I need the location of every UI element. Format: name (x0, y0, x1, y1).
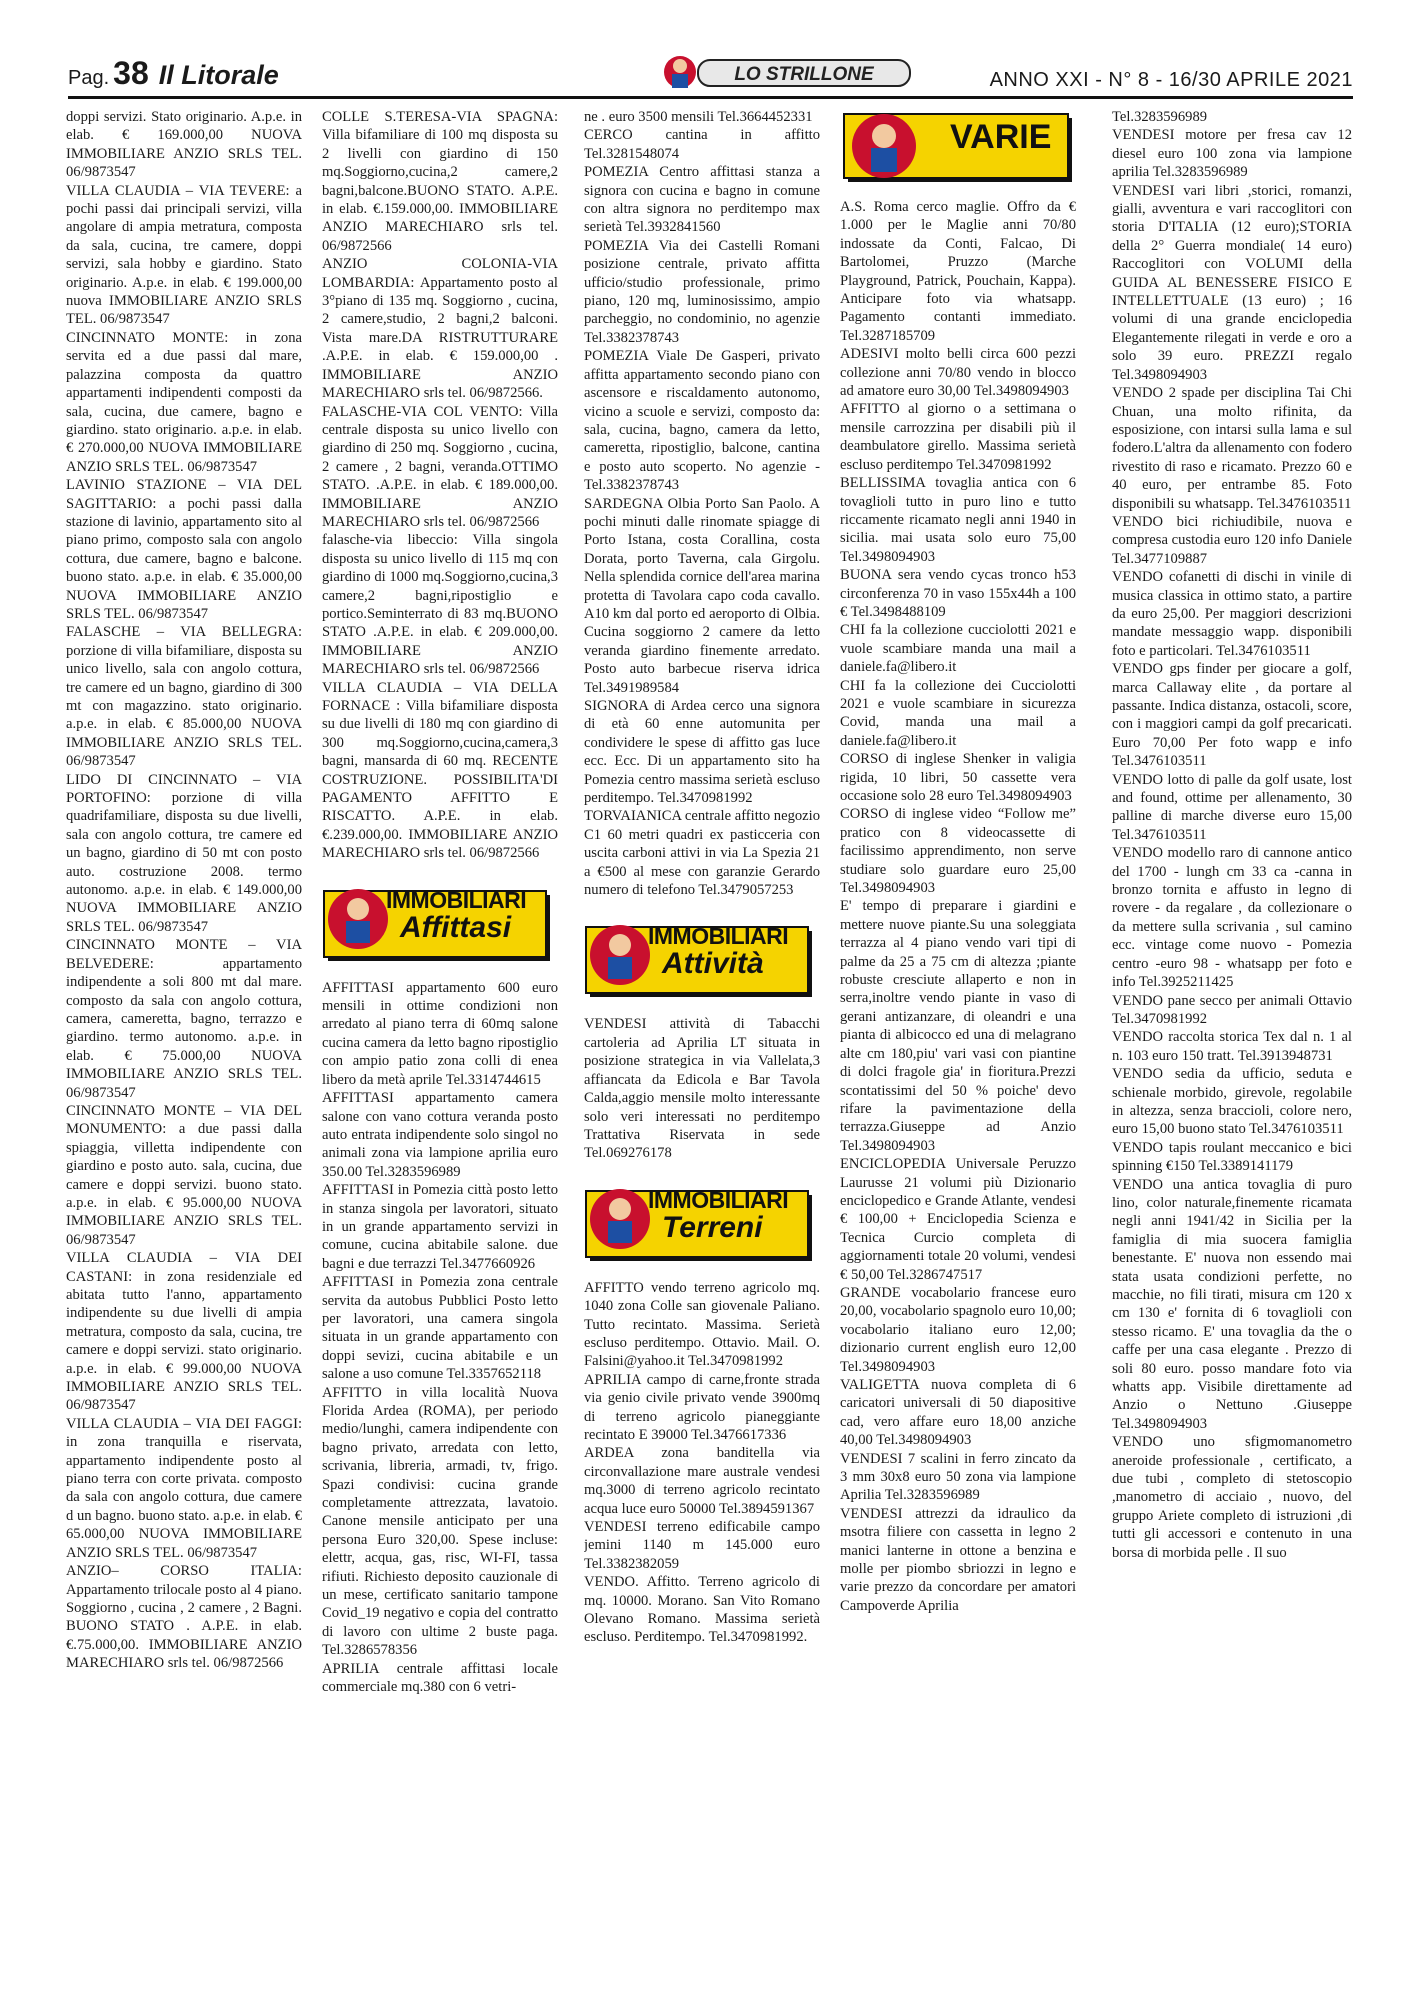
classified-ad: VENDO gps finder per giocare a golf, marca Callaway elite , da portare al passante. Indica distanza, ostacoli, score, con i maggiori campi da golf precaricati. Euro 70,00 Per foto wapp e info Tel.3476103511 (1112, 661, 1352, 770)
classified-ad: AFFITTASI in Pomezia zona centrale servita da autobus Pubblici Posto letto per lavoratori, una camera singola situata in un grande appartamento con doppi sevizi, cucina abitabile e un salone a uso comune Tel.3357652118 (322, 1274, 558, 1383)
logo-text: LO STRILLONE (734, 64, 874, 85)
classified-ad: VILLA CLAUDIA – VIA DELLA FORNACE : Villa bifamiliare disposta su due livelli di 180 mq con giardino di 300 mq.Soggiorno,cucina,camera,3 bagni, mansarda di 60 mq. RECENTE COSTRUZIONE. POSSIBILITA'DI PAGAMENTO AFFITTO E RISCATTO. A.P.E. in elab. €.239.000,00. IMMOBILIARE ANZIO MARECHIARO srls tel. 06/9872566 (322, 679, 558, 862)
classified-ad: VENDO bici richiudibile, nuova e compresa custodia euro 120 info Daniele Tel.3477109887 (1112, 513, 1352, 567)
page-prefix: Pag. (68, 67, 110, 89)
classified-ad: BUONA sera vendo cycas tronco h53 circonferenza 70 in vaso 155x44h a 100 € Tel.3498488109 (840, 567, 1076, 620)
classified-ad: AFFITTO al giorno o a settimana o mensile carrozzina per disabili più il deambulatore girello. Massima serietà escluso perditempo Tel.3470981992 (840, 401, 1076, 473)
classified-ad: VILLA CLAUDIA – VIA DEI CASTANI: in zona residenziale ed abitata tutto l'anno, appartamento indipendente su due livelli di ampia metratura, composto da sala, cucina, tre camere e doppi servizi. stato originario. a.p.e. in elab. € 99.000,00 NUOVA IMMOBILIARE ANZIO SRLS TEL. 06/9873547 (66, 1250, 302, 1414)
classified-ad: VENDO cofanetti di dischi in vinile di musica classica in ottimo stato, a partire da euro 25,00. Per maggiori descrizioni mandate messaggio wapp. disponibili foto e particolari. Tel.3476103511 (1112, 569, 1352, 659)
strillone-logo (658, 50, 918, 96)
classified-ad: POMEZIA Viale De Gasperi, privato affitta appartamento secondo piano con ascensore e riscaldamento autonomo, vicino a scuole e servizi, composto da: sala, cucina, bagno, camera da letto, cameretta, ripostiglio, balcone, cantina e posto auto scoperto. No agenzie - Tel.3382378743 (584, 348, 820, 494)
classified-ad: VENDO 2 spade per disciplina Tai Chi Chuan, una molto rifinita, da esposizione, con intarsi sulla lama e sul fodero.L'altra da allenamento con fodero rivestito di raso e ricamato. Prezzo 60 e 40 euro, per entrambe 85. Foto disponibili su whatsapp. Tel.3476103511 (1112, 385, 1352, 512)
column-5 (1112, 108, 1352, 1988)
classified-ad: VENDESI vari libri ,storici, romanzi, gialli, avventura e vari raccoglitori con storia D'ITALIA (12 euro);STORIA della 2° Guerra mondiale( 14 euro) Raccoglitori con VOLUMI della GUIDA AL BENESSERE FISICO E INTELLETTUALE (13 euro) ; 16 volumi di una grande enciclopedia Elegantemente rilegati in verde e oro a solo 39 euro. PREZZI regalo Tel.3498094903 (1112, 182, 1352, 383)
classified-ad: VENDO tapis roulant meccanico e bici spinning €150 Tel.3389141179 (1112, 1139, 1352, 1175)
classified-ad: AFFITTASI appartamento 600 euro mensili in ottime condizioni non arredato al piano terra di 60mq salone cucina camera da letto bagno ripostiglio con ampio patio zona colli di enea libero da metà aprile Tel.3314744615 (322, 979, 558, 1088)
column-2 (322, 108, 558, 1988)
classified-ad: VENDO sedia da ufficio, seduta e schienale morbido, girevole, regolabile in altezza, senza braccioli, colore nero, euro 15,00 buono stato Tel.3476103511 (1112, 1066, 1352, 1138)
banner-affittasi-line1: IMMOBILIARI (386, 886, 527, 913)
classified-ad: VENDESI 7 scalini in ferro zincato da 3 mm 30x8 euro 50 zona via lampione Aprilia Tel.3283596989 (840, 1450, 1076, 1504)
classified-ad: VENDESI terreno edificabile campo jemini 1140 m 145.000 euro Tel.3382382059 (584, 1519, 820, 1572)
classified-ad: AFFITTO in villa località Nuova Florida Ardea (ROMA), per periodo medio/lunghi, camera indipendente con bagno privato, arredata con letto, scrivania, libreria, armadi, tv, frigo. Spazi condivisi: cucina grande completamente attrezzata, lavatoio. Canone mensile anticipato per una persona Euro 320,00. Spese incluse: elettr, acqua, gas, risc, WI-FI, tassa rifiuti. Richiesto deposito cauzionale di un mese, certificato sanitario tampone Covid_19 negativo e copia del contratto di lavoro con ultime 2 buste paga. Tel.3286578356 (322, 1384, 558, 1659)
classified-ad: ENCICLOPEDIA Universale Peruzzo Laurusse 21 volumi più Dizionario enciclopedico e Grande Atlante, vendesi € 100,00 + Enciclopedia Scienza e Tecnica Curcio completa di aggiornamenti totale 20 volumi, vendesi € 50,00 Tel.3286747517 (840, 1156, 1076, 1283)
classified-ad: ne . euro 3500 mensili Tel.3664452331 (584, 109, 813, 125)
classified-ad: VENDO raccolta storica Tex dal n. 1 al n. 103 euro 150 tratt. Tel.3913948731 (1112, 1029, 1352, 1064)
classified-ad: AFFITTO vendo terreno agricolo mq. 1040 zona Colle san giovenale Paliano. Tutto recintato. Massima. Serietà escluso perditempo. Ottavio. Mail. O. Falsini@yahoo.it Tel.3470981992 (584, 1279, 820, 1370)
classified-ad: CORSO di inglese Shenker in valigia rigida, 10 libri, 50 cassette vera occasione solo 28 euro Tel.3498094903 (840, 751, 1076, 804)
classified-ad: VENDESI motore per fresa cav 12 diesel euro 100 zona via lampione aprilia Tel.3283596989 (1112, 127, 1352, 181)
classified-ad: CHI fa la collezione cucciolotti 2021 e vuole scambiare manda una mail a daniele.fa@libero.it (840, 622, 1076, 676)
classified-ad: ARDEA zona banditella via circonvallazione mare australe vendesi mq.3000 di terreno agricolo recintato acqua luce euro 50000 Tel.3894591367 (584, 1445, 820, 1517)
classified-ad: VALIGETTA nuova completa di 6 caricatori universali di 50 diapositive cad, vero affare euro 18,00 anziche 40,00 Tel.3498094903 (840, 1377, 1076, 1449)
banner-attivita-line1: IMMOBILIARI (648, 923, 789, 950)
issue-info: ANNO XXI - N° 8 - 16/30 APRILE 2021 (989, 69, 1353, 91)
banner-terreni (584, 1175, 820, 1267)
classified-ad: SIGNORA di Ardea cerco una signora di età 60 enne automunita per condividere le spese di affitto gas luce ecc. Ecc. Di un appartamento sito ha Pomezia centro massima serietà escluso perditempo. Tel.3470981992 (584, 698, 820, 807)
classified-ad: VENDO modello raro di cannone antico del 1700 - lungh cm 33 ca -canna in bronzo tornita e affusto in legno di rovere - da regalare , da collezionare o da mettere sulla scrivania , sul camino ecc. vintage come nuovo - Pomezia centro -euro 98 - whatsapp per foto e info Tel.3925211425 (1112, 845, 1352, 991)
classified-ad: A.S. Roma cerco maglie. Offro da € 1.000 per le Maglie anni 70/80 indossate da Conti, Falcao, Di Bartolomei, Pruzzo (Marche Playground, Patrick, Pouchain, Kappa). Anticipare foto via whatsapp. Pagamento contanti immediato. Tel.3287185709 (840, 199, 1076, 344)
classified-ad: VILLA CLAUDIA – VIA DEI FAGGI: in zona tranquilla e riservata, appartamento indipendente posto al piano terra con corte privata. composto da sala con angolo cottura, due camere d un bagno. buono stato. a.p.e. in elab. € 65.000,00 NUOVA IMMOBILIARE ANZIO SRLS TEL. 06/9873547 (66, 1415, 302, 1561)
classified-ad: CHI fa la collezione dei Cucciolotti 2021 e vuole scambiare in sicurezza Covid, manda una mail a daniele.fa@libero.it (840, 677, 1076, 749)
banner-attivita-line2: Attività (662, 947, 764, 981)
classified-ad: VENDO uno sfigmomanometro aneroide professionale , certificato, a due tubi , completo di stetoscopio ,manometro di acciaio , nuovo, del gruppo Ariete completo di istruzioni ,di tutti gli accessori e contenuto in una borsa di morbida pelle . Il suo (1112, 1434, 1352, 1561)
classified-ad: ANZIO– CORSO ITALIA: Appartamento trilocale posto al 4 piano. Soggiorno , cucina , 2 camere , 2 Bagni. BUONO STATO . A.P.E. in elab. €.75.000,00. IMMOBILIARE ANZIO MARECHIARO srls tel. 06/9872566 (66, 1563, 302, 1672)
classified-ad: ADESIVI molto belli circa 600 pezzi collezione anni 70/80 vendo in blocco ad amatore euro 30,00 Tel.3498094903 (840, 346, 1076, 400)
classified-ad: VENDO. Affitto. Terreno agricolo di mq. 10000. Morano. San Vito Romano Olevano Romano. Massima serietà escluso. Perditempo. Tel.3470981992. (584, 1574, 820, 1646)
column-4 (840, 108, 1076, 1988)
classified-ad: BELLISSIMA tovaglia antica con 6 tovaglioli tutto in puro lino e tutto riccamente ricamato negli anni 1940 in sicilia. mai usata solo euro 75,00 Tel.3498094903 (840, 475, 1076, 565)
classified-ad: AFFITTASI appartamento camera salone con vano cottura veranda posto auto entrata indipendente solo singol no animali zona via lampione aprilia euro 350.00 Tel.3283596989 (322, 1090, 558, 1180)
column-3-mid (584, 1015, 820, 1162)
classified-ad: AFFITTASI in Pomezia città posto letto in stanza singola per lavoratori, situato in un grande appartamento servizi in comune, cucina abitabile salone. due bagni e due terrazzi Tel.3477660926 (322, 1182, 558, 1272)
classified-ad: VILLA CLAUDIA – VIA TEVERE: a pochi passi dai principali servizi, villa angolare di ampia metratura, composta da sala, cucina, tre camere, doppi servizi, sala hobby e giardino. Stato originario. A.p.e. in elab. € 199.000,00 nuova IMMOBILIARE ANZIO SRLS TEL. 06/9873547 (66, 182, 302, 328)
classified-ad: E' tempo di preparare i giardini e mettere nuove piante.Su una soleggiata terrazza al 4 piano vendo vari tipi di palme da 25 a 75 cm di altezza ;piante robuste cresciute allaperto e non in serra,inoltre vendo piante in vaso di gerani antizanzare, di oleandri e una pianta di albicocco ed una di melagrano alte cm 180,piu' vari vasi con piantine di dolci fragole gia' in fioritura.Prezzi scontatissimi del 50 % poiche' devo rifare la pavimentazione della terrazza.Giuseppe ad Anzio Tel.3498094903 (840, 898, 1076, 1154)
classified-ad: doppi servizi. Stato originario. A.p.e. in elab. € 169.000,00 NUOVA IMMOBILIARE ANZIO SRLS TEL. 06/9873547 (66, 109, 302, 181)
classified-ad: VENDESI attività di Tabacchi cartoleria ad Aprilia LT situata in posizione strategica in via Vallelata,3 affiancata da Edicola e Bar Tavola Calda,aggio mensile molto interessante solo veri interessati no perditempo Trattativa Riservata in sede Tel.069276178 (584, 1016, 820, 1162)
classified-ad: Tel.3283596989 (1112, 109, 1208, 125)
classified-ad: VENDESI attrezzi da idraulico da msotra filiere con cassetta in legno 2 manici lanterne in ottone a benzina e molle per piombo sbriozzi in legno e varie prezzo da concordare per amatori Campoverde Aprilia (840, 1505, 1076, 1614)
banner-terreni-line2: Terreni (662, 1210, 763, 1244)
banner-varie (840, 108, 1076, 188)
classified-ad: CERCO cantina in affitto Tel.3281548074 (584, 127, 820, 162)
column-2-top (322, 108, 558, 863)
classified-ad: TORVAIANICA centrale affitto negozio C1 60 metri quadri ex pasticceria con uscita carboni attivi in via La Spezia 21 a €500 al mese con garanzie Gerardo numero di telefono Tel.3479057253 (584, 808, 820, 899)
column-3 (584, 108, 820, 1988)
banner-terreni-line1: IMMOBILIARI (648, 1186, 789, 1213)
classified-ad: VENDO pane secco per animali Ottavio Tel.3470981992 (1112, 992, 1352, 1027)
classified-ad: VENDO lotto di palle da golf usate, lost and found, ottime per allenamento, 30 palline di marche diverse euro 15,00 Tel.3476103511 (1112, 771, 1352, 843)
classified-ad: LIDO DI CINCINNATO – VIA PORTOFINO: porzione di villa quadrifamiliare, disposta su due livelli, sala con angolo cottura, tre camere ed un bagno, giardino di 50 mt con posto auto. costruzione 2008. termo autonomo. a.p.e. in elab. € 149.000,00 NUOVA IMMOBILIARE ANZIO SRLS TEL. 06/9873547 (66, 771, 302, 935)
banner-affittasi (322, 875, 558, 967)
classified-ad: CINCINNATO MONTE – VIA BELVEDERE: appartamento indipendente a soli 800 mt dal mare. composto da sala con angolo cottura, camera, cameretta, bagno, terrazzo e giardino. termo autonomo. a.p.e. in elab. € 75.000,00 NUOVA IMMOBILIARE ANZIO SRLS TEL. 06/9873547 (66, 937, 302, 1101)
classified-ad: APRILIA campo di carne,fronte strada via genio civile privato vende 3900mq di terreno agricolo pianeggiante recintato E 39000 Tel.3476617336 (584, 1371, 820, 1443)
newspaper-name: Il Litorale (158, 60, 279, 90)
column-2-bottom (322, 979, 558, 1697)
classified-ad: ANZIO COLONIA-VIA LOMBARDIA: Appartamento posto al 3°piano di 135 mq. Soggiorno , cucina, 2 camere,studio, 2 bagni,2 balconi. Vista mare.DA RISTRUTTURARE .A.P.E. in elab. € 159.000,00 . IMMOBILIARE ANZIO MARECHIARO srls tel. 06/9872566. (322, 256, 558, 402)
classified-ad: FALASCHE-VIA COL VENTO: Villa centrale disposta su unico livello con giardino di 250 mq. Soggiorno , cucina, 2 camere , 2 bagni, veranda.OTTIMO STATO. .A.P.E. in elab. € 189.000,00. IMMOBILIARE ANZIO MARECHIARO srls tel. 06/9872566 (322, 403, 558, 530)
page-header (68, 55, 1353, 99)
classified-ad: VENDO una antica tovaglia di puro lino, color naturale,finemente ricamata negli anni 1941/42 in Sicilia per la famiglia di mia suocera famiglia benestante. E' nuova non essendo mai stata usata condizioni perfette, no macchie, no fili tirati, misura cm 120 x cm 130 e' fornita di 6 tovaglioli con stesso ricamo. E' una tovaglia da the o caffe per una casa elegante . Prezzo di soli 80 euro. posso mandare foto via whatts app. Visibile direttamente ad Anzio o Nettuno .Giuseppe Tel.3498094903 (1112, 1176, 1352, 1432)
column-3-top (584, 108, 820, 899)
classified-ad: falasche-via libeccio: Villa singola disposta su unico livello di 115 mq con giardino di 1000 mq.Soggiorno,cucina,3 camere,2 bagni,ripostiglio e portico.Seminterrato di 83 mq.BUONO STATO .A.P.E. in elab. € 209.000,00. IMMOBILIARE ANZIO MARECHIARO srls tel. 06/9872566 (322, 532, 558, 678)
banner-attivita (584, 911, 820, 1003)
classified-ad: CINCINNATO MONTE: in zona servita ed a due passi dal mare, palazzina composta da quattro appartamenti indipendenti composti da sala, cucina, due camere, bagno e giardino. stato originario. a.p.e. in elab. € 270.000,00 NUOVA IMMOBILIARE ANZIO SRLS TEL. 06/9873547 (66, 329, 302, 475)
classified-ad: SARDEGNA Olbia Porto San Paolo. A pochi minuti dalle rinomate spiagge di Porto Istana, costa Corallina, costa Dorata, porto Taverna, cala Girgolu. Nella splendida cornice dell'area marina protetta di Tavolara capo coda cavallo. A10 km dal porto ed aeroporto di Olbia. Cucina soggiorno 2 camere da letto veranda giardino finemente arredato. Posto auto barbecue riserva idrica Tel.3491989584 (584, 495, 820, 696)
classified-ad: CORSO di inglese video “Follow me” pratico con 8 videocassette di facilissimo apprendimento, non serve studiare solo guardare euro 25,00 Tel.3498094903 (840, 806, 1076, 897)
column-3-bottom (584, 1279, 820, 1647)
classified-ad: APRILIA centrale affittasi locale commerciale mq.380 con 6 vetri- (322, 1660, 558, 1696)
banner-varie-title: VARIE (950, 118, 1052, 156)
classified-ad: CINCINNATO MONTE – VIA DEL MONUMENTO: a due passi dalla spiaggia, villetta indipendente con giardino e posto auto. sala, cucina, due camere e doppi servizi. buono stato. a.p.e. in elab. € 95.000,00 NUOVA IMMOBILIARE ANZIO SRLS TEL. 06/9873547 (66, 1102, 302, 1248)
classified-ad: FALASCHE – VIA BELLEGRA: porzione di villa bifamiliare, disposta su unico livello, sala con angolo cottura, tre camere ed un bagno, giardino di 300 mt con magazzino. stato originario. a.p.e. in elab. € 85.000,00 NUOVA IMMOBILIARE ANZIO SRLS TEL. 06/9873547 (66, 624, 302, 770)
classified-ad: LAVINIO STAZIONE – VIA DEL SAGITTARIO: a pochi passi dalla stazione di lavinio, appartamento sito al piano primo, composto sala con angolo cottura, due camere, bagno e balcone. buono stato. a.p.e. in elab. € 35.000,00 NUOVA IMMOBILIARE ANZIO SRLS TEL. 06/9873547 (66, 477, 302, 622)
page-info (68, 55, 279, 92)
column-4-list (840, 198, 1076, 1615)
classified-ad: POMEZIA Via dei Castelli Romani posizione centrale, privato affitta ufficio/studio professionale, primo piano, 120 mq, luminosissimo, ampio parcheggio, no condominio, no agenzie Tel.3382378743 (584, 237, 820, 346)
page-number: 38 (113, 55, 149, 91)
classified-ad: COLLE S.TERESA-VIA SPAGNA: Villa bifamiliare di 100 mq disposta su 2 livelli con giardino di 150 mq.Soggiorno,cucina,2 camere,2 bagni,balcone.BUONO STATO. A.P.E. in elab. €.159.000,00. IMMOBILIARE ANZIO MARECHIARO srls tel. 06/9872566 (322, 109, 558, 254)
classified-ad: POMEZIA Centro affittasi stanza a signora con cucina e bagno in comune con altra signora no perditempo max serietà Tel.3932841560 (584, 164, 820, 236)
banner-affittasi-line2: Affittasi (400, 910, 512, 944)
classified-ad: GRANDE vocabolario francese euro 20,00, vocabolario spagnolo euro 10,00; vocabolario italiano euro 12,00; dizionario current english euro 12,00 Tel.3498094903 (840, 1284, 1076, 1375)
column-1 (66, 108, 302, 1988)
